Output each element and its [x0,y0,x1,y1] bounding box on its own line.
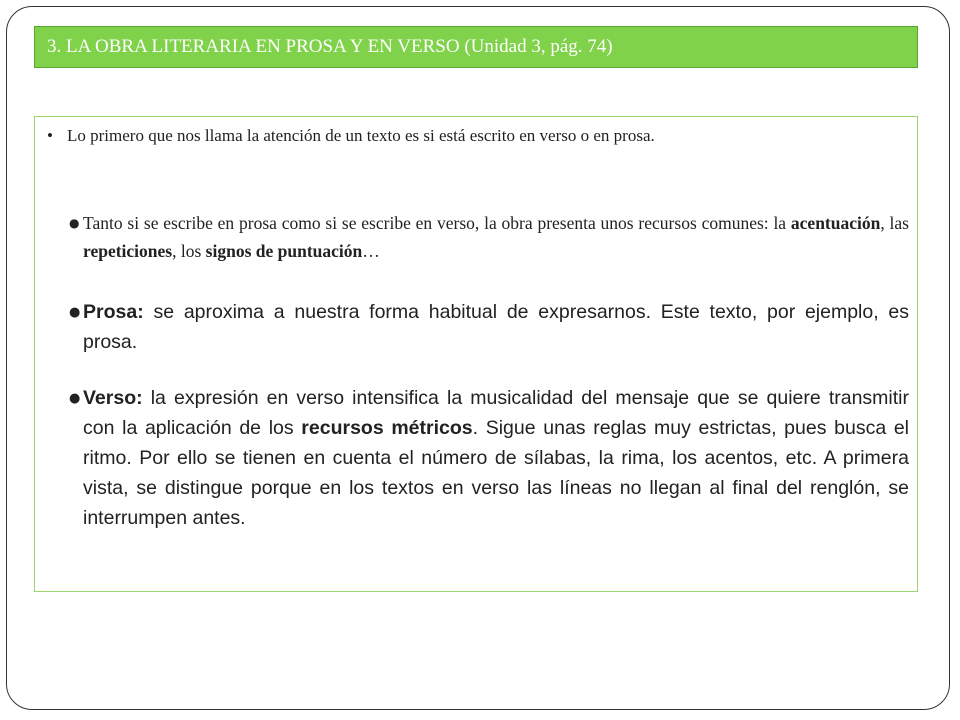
bullet-dot-icon: • [47,126,53,145]
intro-paragraph [47,125,903,147]
item-text: se aproxima a nuestra forma habitual de expresarnos. Este texto, por ejemplo, es prosa. [83,301,909,353]
list-item-recursos-comunes [69,209,909,265]
item-text: , las [880,213,909,233]
list-item-verso [69,383,910,533]
item-bold-term: signos de puntuación [205,241,363,261]
item-bold-term: repeticiones [83,241,173,261]
item-bold-term: recursos métricos [301,417,473,439]
content-box [34,116,918,592]
item-text: Tanto si se escribe en prosa como si se escribe en verso, la obra presenta unos recursos comunes: la [83,213,791,233]
item-text: , los [172,241,206,261]
bullet-circle-icon: ● [69,216,80,230]
item-label: Prosa: [83,301,144,323]
item-bold-term: acentuación [790,213,881,233]
item-text: . Sigue unas reglas muy estrictas, pues busca el ritmo. Por ello se tienen en cuenta el número de sílabas, la rima, los acentos, etc. A primera vista, se distingue porque en los textos en verso las líneas no llegan al final del renglón, se interrumpen antes. [83,417,910,529]
item-text: … [362,241,380,261]
bullet-circle-icon: ● [69,305,81,320]
item-label: Verso: [83,387,143,409]
intro-text: Lo primero que nos llama la atención de un texto es si está escrito en verso o en prosa. [67,126,655,145]
slide-title: 3. LA OBRA LITERARIA EN PROSA Y EN VERSO (Unidad 3, pág. 74) [34,26,918,68]
list-item-prosa [69,297,909,357]
item-text: la expresión en verso intensifica la musicalidad del mensaje que se quiere transmitir con la aplicación de los [83,387,909,439]
bullet-circle-icon: ● [69,391,81,406]
